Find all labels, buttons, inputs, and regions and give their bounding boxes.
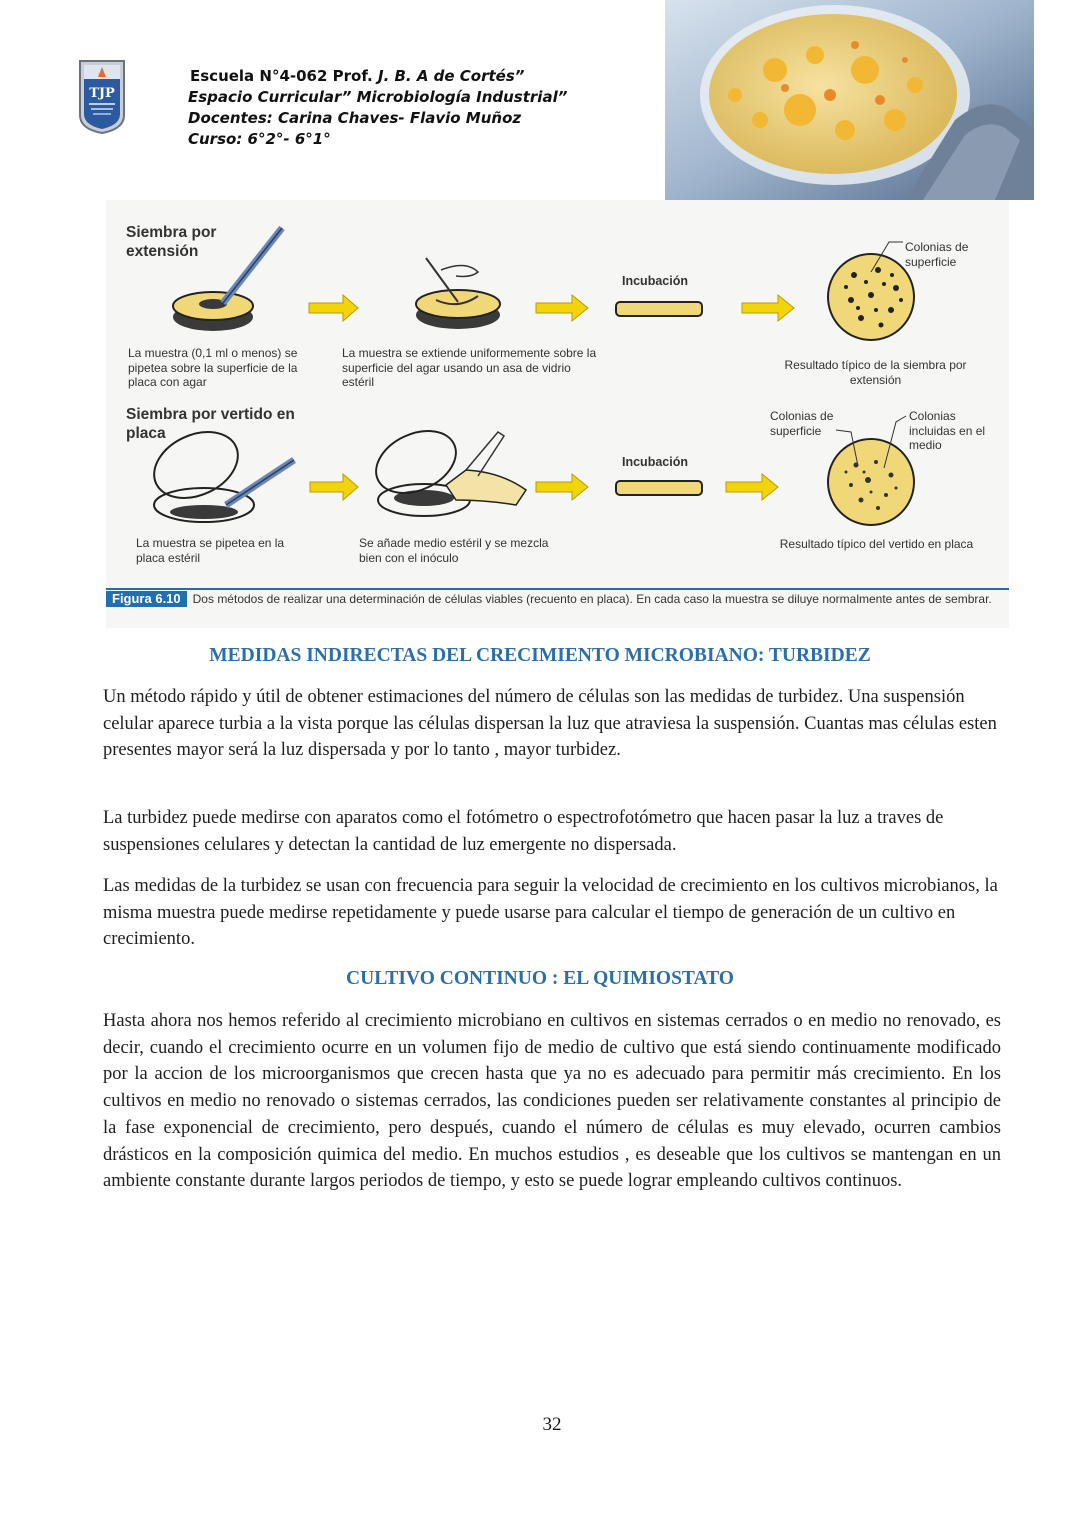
figure-tag: Figura 6.10 — [106, 591, 187, 607]
school-name: J. B. A de Cortés” — [377, 67, 525, 85]
teachers-line: Docentes: Carina Chaves- Flavio Muñoz — [188, 109, 522, 127]
pour-step1-text: La muestra se pipetea en la placa estéril — [136, 536, 285, 565]
figure-caption-text: Dos métodos de realizar una determinación de células viables (recuento en placa). En cada caso la muestra se diluye normalmente antes de sembrar. — [192, 592, 992, 606]
pour-plate-with-medium — [366, 419, 526, 516]
incubation-label-1: Incubación — [622, 274, 688, 288]
document-header — [188, 66, 567, 150]
figure-caption — [106, 588, 1009, 607]
surface-colonies-label-2: Colonias de superficie — [770, 409, 834, 438]
page-number: 32 — [542, 1414, 562, 1435]
arrow-2 — [536, 295, 588, 321]
arrow-6 — [726, 474, 778, 500]
paragraph-chemostat-1: Hasta ahora nos hemos referido al crecimiento microbiano en cultivos en sistemas cerrados o en medio no renovado, es decir, cuando el crecimiento ocurre en un volumen fijo de medio de cultivo que está siendo continuamente modificado por la accion de los microorganismos que crecen hasta que ya no es adecuado para permitir más crecimiento. En los cultivos en medio no renovado o sistemas cerrados, las condiciones pueden ser relativamente constantes al principio de la fase exponencial de crecimiento, pero después, cuando el número de células es muy elevado, ocurren cambios drásticos en la composición quimica del medio. En muchos estudios , es deseable que los cultivos se mantengan en un ambiente constante durante largos periodos de tiempo, y esto se puede lograr empleando cultivos continuos. — [103, 1011, 1001, 1192]
logo-text: TJP — [89, 86, 115, 101]
spread-step2-text: La muestra se extiende uniformemente sobre la superficie del agar usando un asa de vidrio estéril — [342, 346, 597, 389]
incubation-plate-2 — [616, 481, 702, 495]
included-colonies-label: Colonias incluidas en el medio — [909, 409, 986, 452]
spread-plate-title: Siembra por extensión — [126, 224, 217, 260]
school-logo — [76, 57, 128, 135]
school-prefix: Escuela N°4-062 Prof. — [190, 67, 378, 85]
spread-result-text: Resultado típico de la siembra por extensión — [784, 358, 967, 387]
spread-plate-result — [828, 254, 914, 340]
surface-colonies-label-1: Colonias de superficie — [905, 240, 969, 269]
paragraph-turbidity-2: La turbidez puede medirse con aparatos como el fotómetro o espectrofotómetro que hacen pasar la luz a traves de suspensiones celulares y detectan la cantidad de luz emergente no dispersada. — [103, 808, 944, 855]
pour-plate-result — [828, 439, 914, 525]
spread-step1-text: La muestra (0,1 ml o menos) se pipetea sobre la superficie de la placa con agar — [128, 346, 298, 389]
subject-line: Espacio Curricular” Microbiología Industrial” — [188, 88, 568, 106]
petri-dish-photo — [665, 0, 1034, 200]
incubation-plate-1 — [616, 302, 702, 316]
pour-plate-title: Siembra por vertido en placa — [126, 406, 295, 442]
incubation-label-2: Incubación — [622, 455, 688, 469]
pour-result-text: Resultado típico del vertido en placa — [779, 537, 974, 551]
arrow-5 — [536, 474, 588, 500]
arrow-1 — [309, 295, 358, 321]
spread-plate-with-rod — [416, 258, 500, 329]
school-line — [190, 66, 567, 87]
pour-step2-text: Se añade medio estéril y se mezcla bien con el inóculo — [359, 536, 549, 565]
paragraph-turbidity-3: Las medidas de la turbidez se usan con frecuencia para seguir la velocidad de crecimiento en los cultivos microbianos, la misma muestra puede medirse repetidamente y puede usarse para calcular el tiempo de generación de un cultivo en crecimiento. — [103, 876, 998, 950]
section-title-turbidity: MEDIDAS INDIRECTAS DEL CRECIMIENTO MICROBIANO: TURBIDEZ — [209, 645, 871, 666]
figure-viable-count — [106, 200, 1009, 628]
arrow-3 — [742, 295, 794, 321]
section-title-chemostat: CULTIVO CONTINUO : EL QUIMIOSTATO — [346, 968, 734, 989]
course-line: Curso: 6°2°- 6°1° — [188, 130, 331, 148]
paragraph-turbidity-1: Un método rápido y útil de obtener estimaciones del número de células son las medidas de turbidez. Una suspensión celular aparece turbia a la vista porque las células dispersan la luz que atraviesa la suspensión. Cuantas mas células esten presentes mayor será la luz dispersada y por lo tanto , mayor turbidez. — [103, 687, 997, 761]
arrow-4 — [310, 474, 358, 500]
